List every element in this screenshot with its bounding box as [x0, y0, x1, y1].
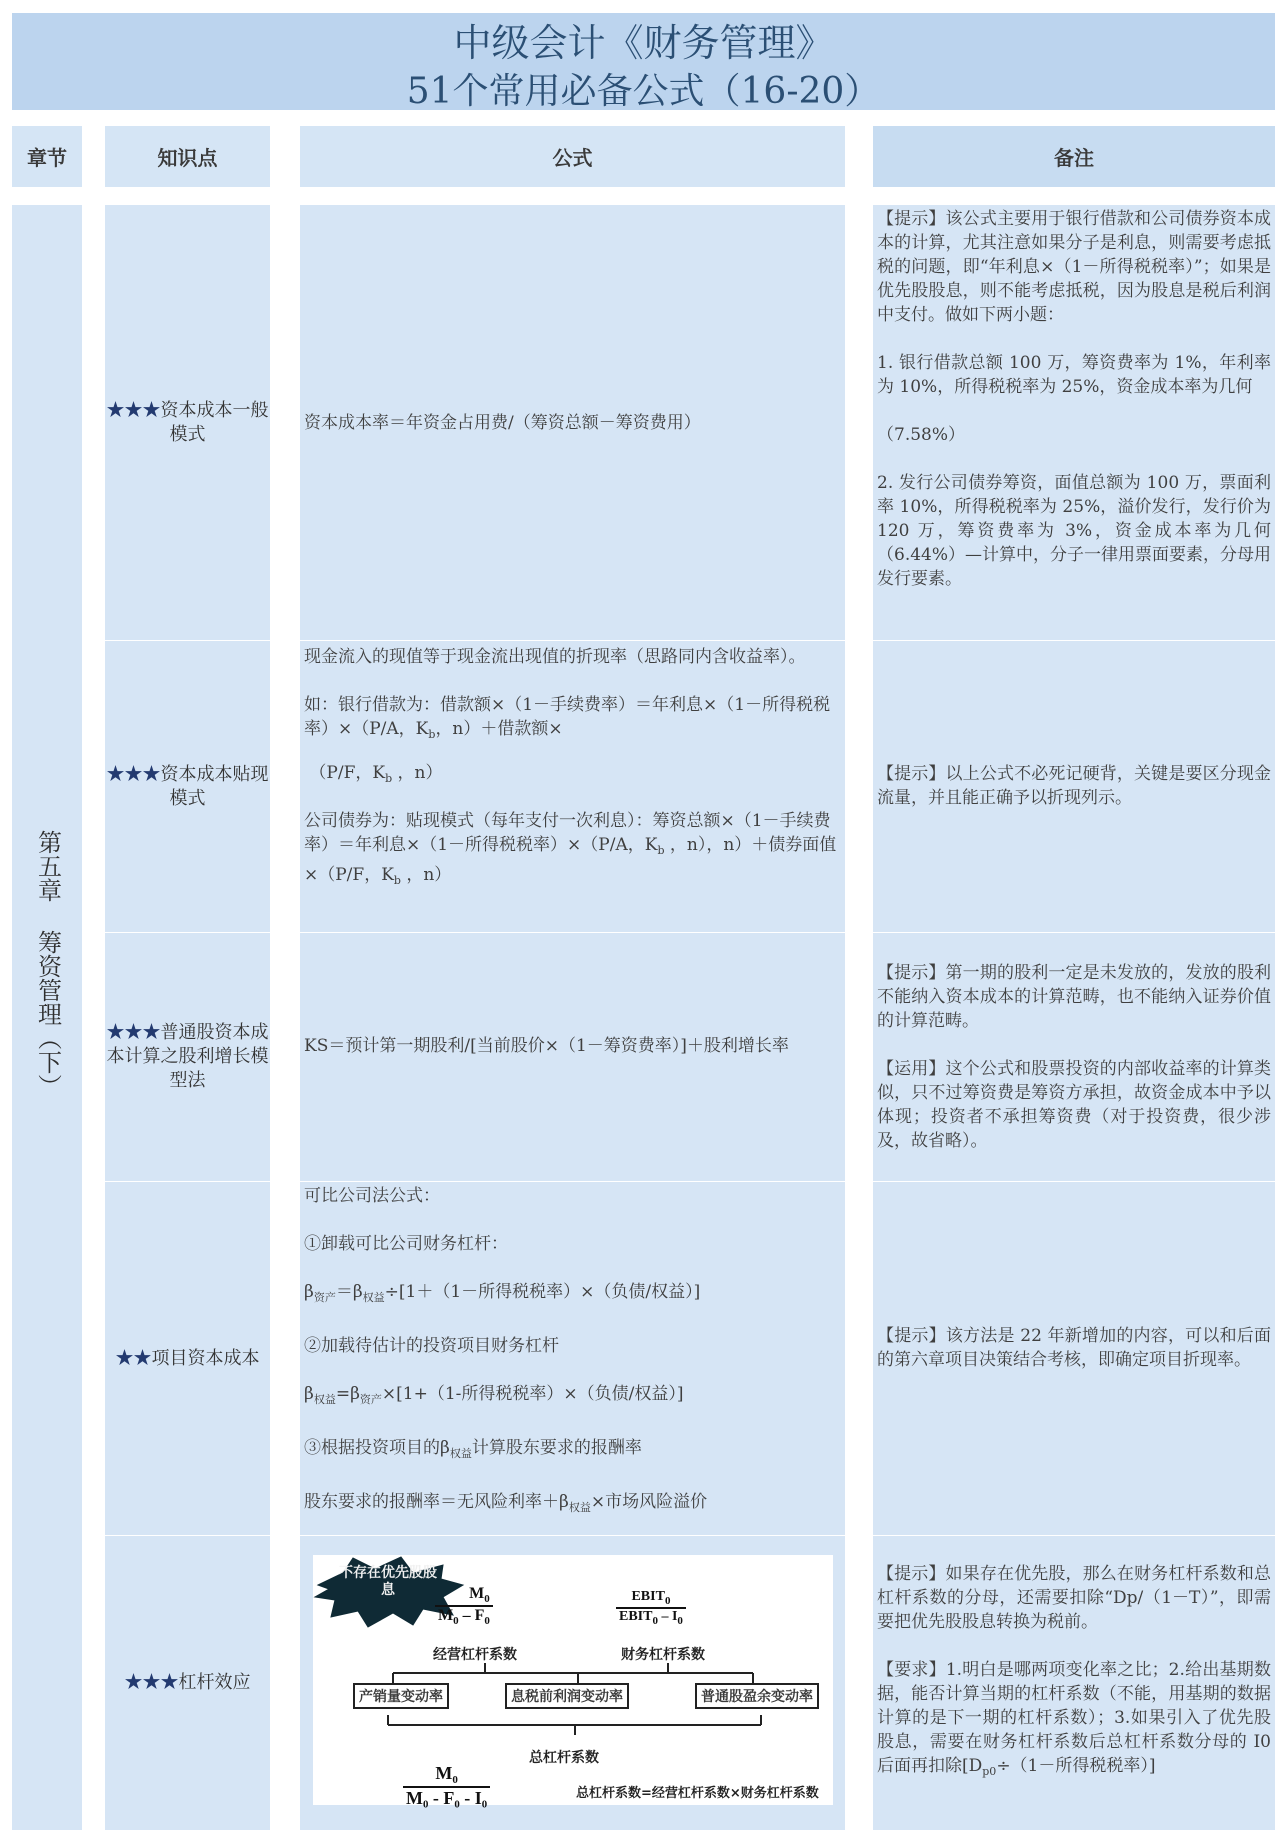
formula-cell: [300, 411, 845, 435]
formula-text: 可比公司法公式：: [304, 1186, 440, 1206]
formula-text: $\beta_{权益}=\beta_{资产}\times[1+(1-$所得税税率）×（负债/权益）]: [304, 1384, 684, 1406]
importance-stars: ★★★: [106, 763, 161, 785]
header-formula: 公式: [300, 126, 845, 187]
leverage-diagram: [313, 1555, 833, 1808]
importance-stars: ★★★: [124, 1672, 179, 1693]
ebit-change-box: 息税前利润变动率: [505, 1683, 629, 1709]
note-cell: [873, 961, 1275, 1153]
formula-cell: [300, 1184, 845, 1520]
note-paragraph: 【提示】以上公式不必死记硬背，关键是要区分现金流量，并且能正确予以折现列示。: [877, 764, 1271, 808]
title-banner: [12, 13, 1275, 110]
note-cell: [873, 1324, 1275, 1372]
note-cell: [873, 762, 1275, 810]
knowledge-point-label: 资本成本贴现模式: [160, 763, 269, 809]
formula-text: KS＝预计第一期股利/[当前股价×（1－筹资费率）]＋股利增长率: [304, 1036, 789, 1056]
formula-text: ②加载待估计的投资项目财务杠杆: [304, 1336, 559, 1356]
dtl-fraction: $\frac{M_0}{\text{M₀ - F₀ - I₀}}$: [403, 1763, 490, 1809]
dol-label: 经营杠杆系数: [433, 1647, 517, 1663]
formula-cell: [300, 1034, 845, 1058]
row-divider: [105, 640, 1275, 641]
knowledge-point-cost-discount: [105, 641, 270, 932]
row-divider: [105, 1535, 1275, 1536]
chapter-label: 第五章 筹资管理（下）: [33, 830, 62, 1098]
dtl-formula: 总杠杆系数=经营杠杆系数×财务杠杆系数: [576, 1786, 819, 1801]
knowledge-point-project-cost: [105, 1182, 270, 1535]
page-title: 中级会计《财务管理》: [453, 21, 834, 65]
importance-stars: ★★★: [106, 399, 161, 421]
note-paragraph: （7.58%）: [877, 425, 966, 445]
note-paragraph: 【提示】该方法是 22 年新增加的内容，可以和后面的第六章项目决策结合考核，即确定项目折现率。: [877, 1326, 1271, 1370]
importance-stars: ★★: [115, 1347, 152, 1369]
note-cell: [873, 1562, 1275, 1784]
formula-text: 现金流入的现值等于现金流出现值的折现率（思路同内含收益率）。: [304, 647, 806, 667]
formula-text: 公司债券为：贴现模式（每年支付一次利息）：筹资总额×（1－手续费率）＝年利息×（1－所得税税率）×（P/A，$K_b$ ，n），n）＋债券面值×（P/F，$K_b$ ，n）: [304, 811, 837, 887]
formula-text: ①卸载可比公司财务杠杆：: [304, 1234, 508, 1254]
sales-volume-change-box: 产销量变动率: [353, 1683, 449, 1709]
formula-text: 股东要求的报酬率＝无风险利率$+\beta_{权益}\times$市场风险溢价: [304, 1492, 708, 1514]
row-divider: [105, 932, 1275, 933]
note-paragraph: 【提示】如果存在优先股，那么在财务杠杆系数和总杠杆系数的分母，还需要扣除“Dp/（1－T）”，即需要把优先股股息转换为税前。: [877, 1564, 1271, 1632]
importance-stars: ★★★: [106, 1022, 161, 1043]
knowledge-point-label: 杠杆效应: [178, 1672, 251, 1693]
formula-text: $\beta_{资产}=\beta_{权益}\div[1+(1-$所得税税率）×（负债/权益）]: [304, 1282, 701, 1304]
knowledge-point-cost-general: [105, 205, 270, 640]
note-paragraph: 1. 银行借款总额 100 万，筹资费率为 1%，年利率为 10%，所得税税率为 25%，资金成本率为几何: [877, 353, 1271, 397]
formula-text: （P/F，$K_b$ ，n）: [309, 763, 443, 785]
note-paragraph: 【提示】第一期的股利一定是未发放的，发放的股利不能纳入资本成本的计算范畴，也不能纳入证券价值的计算范畴。: [877, 963, 1271, 1031]
burst-label: 不存在优先股股息: [339, 1565, 437, 1598]
header-chapter: 章节: [12, 126, 82, 187]
dol-fraction: $\frac{M_0}{M_0 - F_0}$: [435, 1585, 493, 1627]
header-note: 备注: [873, 126, 1275, 187]
dfl-fraction: $EBIT_0$ $EBIT_0 - I_0$: [616, 1589, 686, 1627]
formula-text: ③根据投资项目的$\beta_{权益}$计算股东要求的报酬率: [304, 1438, 642, 1460]
note-paragraph: 【运用】这个公式和股票投资的内部收益率的计算类似，只不过筹资费是筹资方承担，故资金成本中予以体现；投资者不承担筹资费（对于投资费，很少涉及，故省略）。: [877, 1059, 1271, 1151]
knowledge-point-dividend-growth: [105, 933, 270, 1181]
row-divider: [105, 1181, 1275, 1182]
note-paragraph: 【提示】该公式主要用于银行借款和公司债券资本成本的计算，尤其注意如果分子是利息，则需要考虑抵税的问题，即“年利息×（1－所得税税率）”；如果是优先股股息，则不能考虑抵税，因为股息是税后利润中支付。做如下两小题：: [877, 209, 1271, 325]
dfl-label: 财务杠杆系数: [621, 1647, 705, 1663]
note-cell: [873, 207, 1275, 591]
knowledge-point-label: 资本成本一般模式: [160, 399, 269, 445]
knowledge-point-label: 项目资本成本: [151, 1347, 260, 1369]
knowledge-point-label: 普通股资本成本计算之股利增长模型法: [106, 1022, 269, 1091]
formula-text: 资本成本率＝年资金占用费/（筹资总额－筹资费用）: [304, 413, 701, 433]
page-subtitle: 51个常用必备公式（16-20）: [406, 71, 881, 112]
dtl-label: 总杠杆系数: [529, 1750, 599, 1766]
formula-cell: [300, 645, 845, 893]
note-paragraph: 2. 发行公司债券筹资，面值总额为 100 万，票面利率 10%，所得税税率为 25%，溢价发行，发行价为 120 万，筹资费率为 3%，资金成本率为几何（6.44%）—计算中，分子一律用票面要素，分母用发行要素。: [877, 473, 1272, 589]
formula-text: 如：银行借款为：借款额×（1－手续费率）＝年利息×（1－所得税税率）×（P/A，$K_b$，n）＋借款额×: [304, 695, 831, 741]
eps-change-box: 普通股盈余变动率: [695, 1683, 819, 1709]
header-knowledge-point: 知识点: [105, 126, 270, 187]
note-paragraph: 【要求】1.明白是哪两项变化率之比；2.给出基期数据，能否计算当期的杠杆系数（不能，用基期的数据计算的是下一期的杠杆系数）；3.如果引入了优先股股息，需要在财务杠杆系数后总杠杆系数分母的 I0 后面再扣除[$D_{p0}\div(1-$所得税税率）]: [877, 1660, 1271, 1778]
knowledge-point-leverage: [105, 1536, 270, 1830]
